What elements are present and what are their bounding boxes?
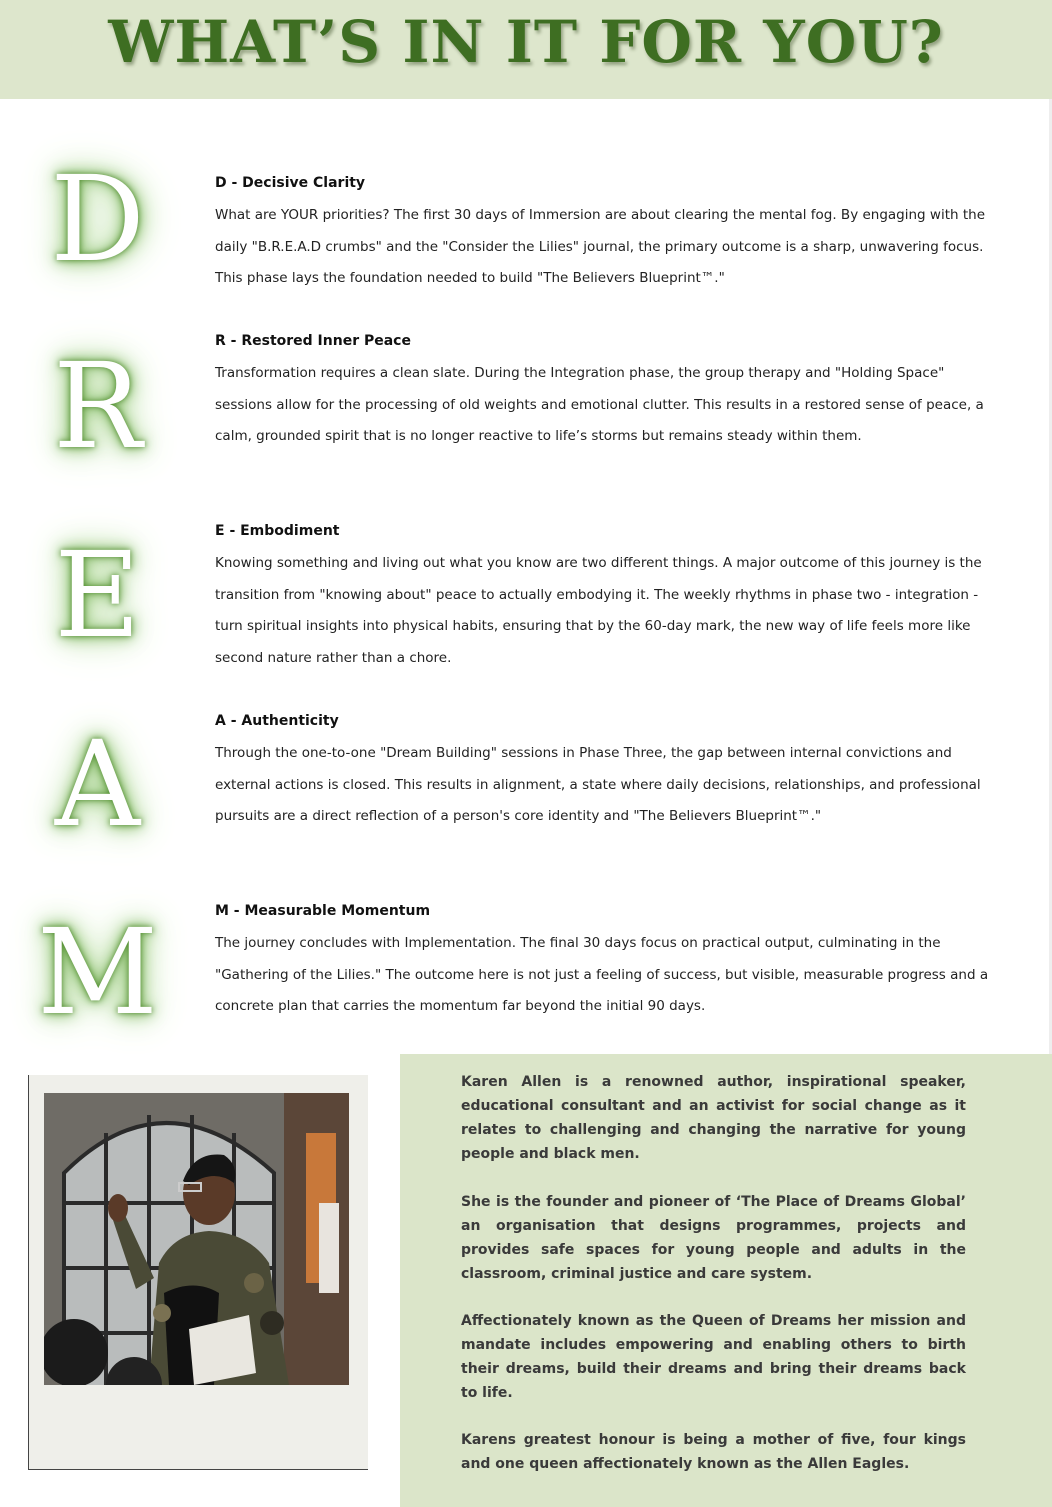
- section-heading: E - Embodiment: [215, 523, 340, 539]
- section-heading: R - Restored Inner Peace: [215, 333, 411, 349]
- section-body: Knowing something and living out what you know are two different things. A major outcome of this journey is the transition from "knowing about" peace to actually embodying it. The weekly rhythms in phase two - integration - turn spiritual insights into physical habits, ensuring that by the 60-day mark, the new way of life feels more like second nature rather than a chore.: [215, 555, 982, 667]
- section-body: The journey concludes with Implementation. The final 30 days focus on practical output, culminating in the "Gathering of the Lilies." The outcome here is not just a feeling of success, but visible, measurable progress and a concrete plan that carries the momentum far beyond the initial 90 days.: [215, 935, 989, 1015]
- speaker-photo: [44, 1093, 349, 1385]
- section-heading: A - Authenticity: [215, 713, 339, 729]
- section-measurable-momentum: [215, 902, 990, 1023]
- section-body: Through the one-to-one "Dream Building" sessions in Phase Three, the gap between internal convictions and external actions is closed. This results in alignment, a state where daily decisions, relationships, and professional pursuits are a direct reflection of a person's core identity and "The Believers Blueprint™.": [215, 745, 981, 825]
- acronym-letter-m: M: [37, 903, 158, 1041]
- bio-paragraph: Karens greatest honour is being a mother of five, four kings and one queen affectionately known as the Allen Eagles.: [461, 1432, 966, 1472]
- bio-paragraph: Affectionately known as the Queen of Dreams her mission and mandate includes empowering and enabling others to birth their dreams, build their dreams and bring their dreams back to life.: [461, 1313, 966, 1401]
- bio-panel: [400, 1054, 1052, 1507]
- page-header: [0, 0, 1052, 99]
- acronym-letter-e: E: [54, 526, 141, 664]
- photo-frame: [28, 1075, 368, 1470]
- section-embodiment: [215, 522, 990, 675]
- bio-paragraph: Karen Allen is a renowned author, inspirational speaker, educational consultant and an activist for social change as it relates to challenging and changing the narrative for young people and black men.: [461, 1074, 966, 1162]
- section-body: Transformation requires a clean slate. During the Integration phase, the group therapy and "Holding Space" sessions allow for the processing of old weights and emotional clutter. This results in a restored sense of peace, a calm, grounded spirit that is no longer reactive to life’s storms but remains steady within them.: [215, 365, 984, 445]
- acronym-letter-r: R: [53, 337, 142, 475]
- section-decisive-clarity: [215, 174, 990, 295]
- section-authenticity: [215, 712, 990, 833]
- section-heading: D - Decisive Clarity: [215, 175, 366, 191]
- section-restored-inner-peace: [215, 332, 990, 453]
- acronym-letter-d: D: [50, 150, 145, 288]
- acronym-letter-a: A: [54, 715, 141, 853]
- section-heading: M - Measurable Momentum: [215, 903, 431, 919]
- section-body: What are YOUR priorities? The first 30 days of Immersion are about clearing the mental fog. By engaging with the daily "B.R.E.A.D crumbs" and the "Consider the Lilies" journal, the primary outcome is a sharp, unwavering focus. This phase lays the foundation needed to build "The Believers Blueprint™.": [215, 207, 986, 287]
- bio-paragraph: She is the founder and pioneer of ‘The Place of Dreams Global’ an organisation that designs programmes, projects and provides safe spaces for young people and adults in the classroom, criminal justice and care system.: [461, 1194, 966, 1282]
- page-title: WHAT’S IN IT FOR YOU?: [108, 8, 944, 76]
